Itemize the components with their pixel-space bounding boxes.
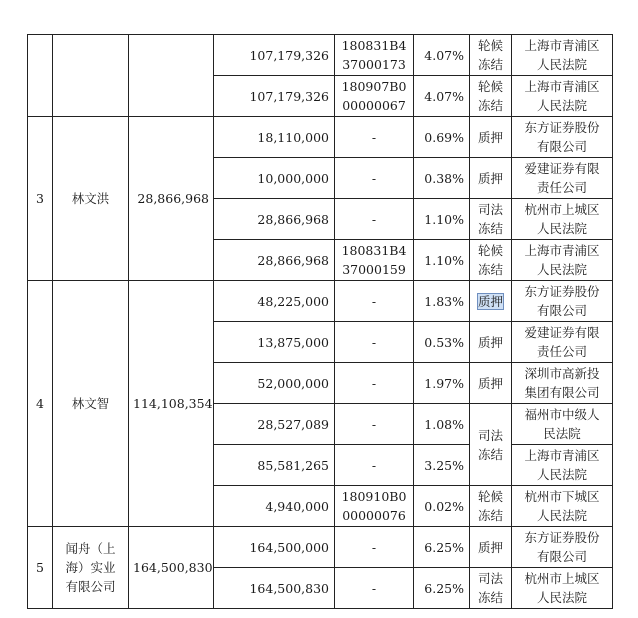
- shares-cell: 4,940,000: [214, 486, 335, 527]
- type-cell: 司法 冻结: [470, 404, 512, 486]
- total-shares-cell: [129, 35, 214, 117]
- percent-cell: 1.97%: [414, 363, 470, 404]
- percent-cell: 4.07%: [414, 76, 470, 117]
- shares-cell: 13,875,000: [214, 322, 335, 363]
- table-row: [28, 527, 613, 568]
- percent-cell: 6.25%: [414, 527, 470, 568]
- party-cell: 爱建证券有限 责任公司: [512, 322, 613, 363]
- ref-cell: -: [335, 568, 414, 609]
- ref-cell: -: [335, 445, 414, 486]
- percent-cell: 3.25%: [414, 445, 470, 486]
- table-row: [28, 35, 613, 76]
- percent-cell: 1.10%: [414, 199, 470, 240]
- shares-cell: 10,000,000: [214, 158, 335, 199]
- shares-cell: 28,866,968: [214, 199, 335, 240]
- percent-cell: 1.08%: [414, 404, 470, 445]
- ref-cell: -: [335, 117, 414, 158]
- holder-cell: 林文智: [53, 281, 129, 527]
- shares-cell: 85,581,265: [214, 445, 335, 486]
- shareholder-pledge-freeze-table: [27, 34, 613, 609]
- percent-cell: 1.10%: [414, 240, 470, 281]
- party-cell: 东方证券股份 有限公司: [512, 281, 613, 322]
- ref-cell: 180831B4 37000159: [335, 240, 414, 281]
- type-cell: 质押: [470, 322, 512, 363]
- shares-cell: 18,110,000: [214, 117, 335, 158]
- percent-cell: 0.53%: [414, 322, 470, 363]
- party-cell: 杭州市上城区 人民法院: [512, 199, 613, 240]
- type-cell: 轮候 冻结: [470, 35, 512, 76]
- party-cell: 上海市青浦区 人民法院: [512, 240, 613, 281]
- type-cell: 质押: [470, 363, 512, 404]
- party-cell: 杭州市上城区 人民法院: [512, 568, 613, 609]
- shares-cell: 107,179,326: [214, 76, 335, 117]
- percent-cell: 6.25%: [414, 568, 470, 609]
- total-shares-cell: 164,500,830: [129, 527, 214, 609]
- shares-cell: 164,500,830: [214, 568, 335, 609]
- percent-cell: 0.02%: [414, 486, 470, 527]
- type-cell: 司法 冻结: [470, 199, 512, 240]
- party-cell: 深圳市高新投 集团有限公司: [512, 363, 613, 404]
- party-cell: 爱建证券有限 责任公司: [512, 158, 613, 199]
- holder-cell: 林文洪: [53, 117, 129, 281]
- type-cell: 轮候 冻结: [470, 240, 512, 281]
- ref-cell: 180910B0 00000076: [335, 486, 414, 527]
- party-cell: 上海市青浦区 人民法院: [512, 445, 613, 486]
- percent-cell: 0.38%: [414, 158, 470, 199]
- type-cell: 轮候 冻结: [470, 76, 512, 117]
- shares-cell: 107,179,326: [214, 35, 335, 76]
- party-cell: 上海市青浦区 人民法院: [512, 76, 613, 117]
- type-cell: 质押: [470, 527, 512, 568]
- text-selection-highlight[interactable]: 质押: [477, 293, 503, 309]
- pledge-freeze-table-page: [27, 34, 612, 611]
- seq-cell: 3: [28, 117, 53, 281]
- type-cell: [470, 281, 512, 322]
- seq-cell: [28, 35, 53, 117]
- percent-cell: 1.83%: [414, 281, 470, 322]
- ref-cell: -: [335, 527, 414, 568]
- party-cell: 东方证券股份 有限公司: [512, 117, 613, 158]
- type-cell: 轮候 冻结: [470, 486, 512, 527]
- type-cell: 司法 冻结: [470, 568, 512, 609]
- type-cell: 质押: [470, 117, 512, 158]
- ref-cell: -: [335, 322, 414, 363]
- holder-cell: [53, 35, 129, 117]
- seq-cell: 5: [28, 527, 53, 609]
- ref-cell: 180831B4 37000173: [335, 35, 414, 76]
- party-cell: 东方证券股份 有限公司: [512, 527, 613, 568]
- type-cell: 质押: [470, 158, 512, 199]
- seq-cell: 4: [28, 281, 53, 527]
- shares-cell: 48,225,000: [214, 281, 335, 322]
- ref-cell: -: [335, 158, 414, 199]
- shares-cell: 164,500,000: [214, 527, 335, 568]
- shares-cell: 28,527,089: [214, 404, 335, 445]
- total-shares-cell: 28,866,968: [129, 117, 214, 281]
- shares-cell: 52,000,000: [214, 363, 335, 404]
- table-row: [28, 117, 613, 158]
- party-cell: 杭州市下城区 人民法院: [512, 486, 613, 527]
- total-shares-cell: 114,108,354: [129, 281, 214, 527]
- shares-cell: 28,866,968: [214, 240, 335, 281]
- percent-cell: 4.07%: [414, 35, 470, 76]
- party-cell: 福州市中级人 民法院: [512, 404, 613, 445]
- holder-cell: 闻舟（上 海）实业 有限公司: [53, 527, 129, 609]
- ref-cell: -: [335, 363, 414, 404]
- party-cell: 上海市青浦区 人民法院: [512, 35, 613, 76]
- percent-cell: 0.69%: [414, 117, 470, 158]
- table-row: [28, 281, 613, 322]
- ref-cell: -: [335, 199, 414, 240]
- ref-cell: -: [335, 404, 414, 445]
- ref-cell: 180907B0 00000067: [335, 76, 414, 117]
- ref-cell: -: [335, 281, 414, 322]
